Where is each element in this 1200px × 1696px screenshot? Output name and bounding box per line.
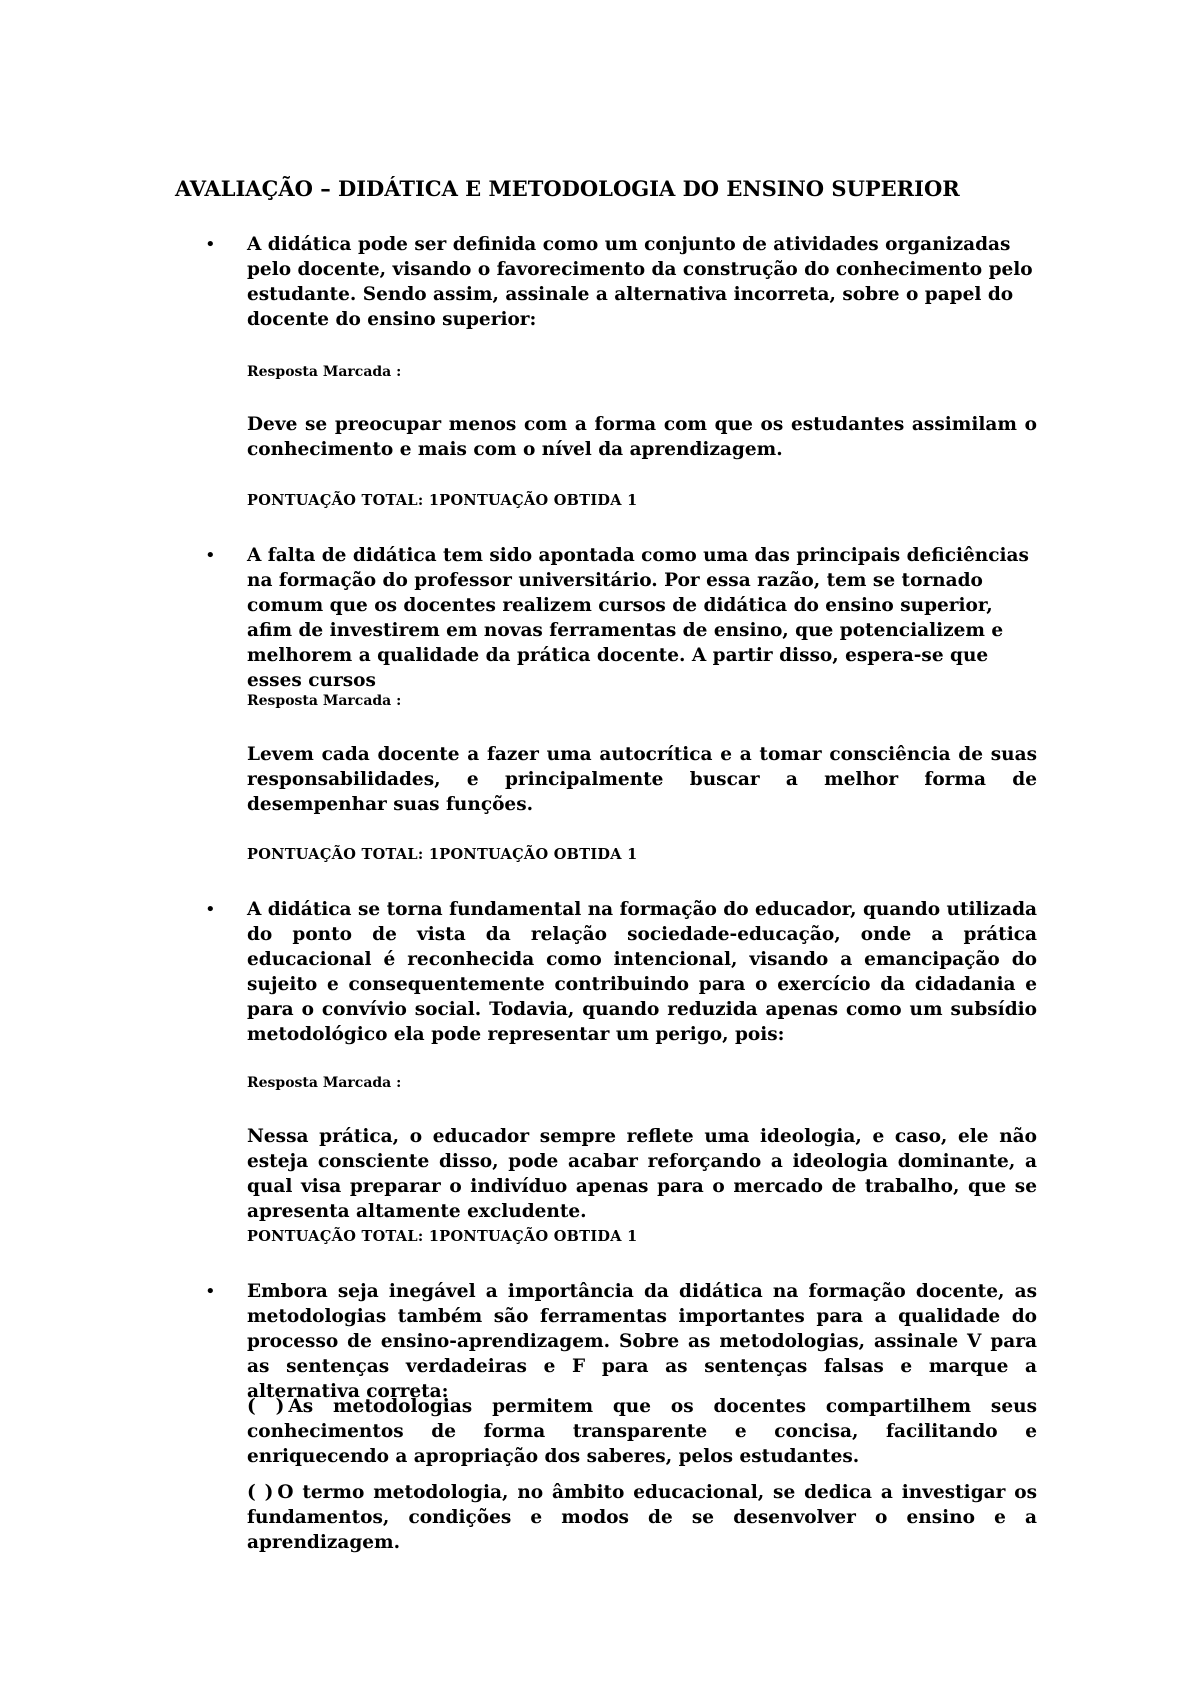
document-title: AVALIAÇÃO – DIDÁTICA E METODOLOGIA DO ENSINO SUPERIOR: [175, 176, 960, 201]
statement-1-marker: ( ): [247, 1396, 285, 1417]
statement-2-marker: ( ): [247, 1482, 274, 1503]
bullet-q2: •: [205, 545, 216, 566]
score-q3: PONTUAÇÃO TOTAL: 1PONTUAÇÃO OBTIDA 1: [247, 1228, 638, 1245]
statement-1-text: As metodologias permitem que os docentes compartilhem seus conhecimentos de forma transparente e concisa, facilitando e enriquecendo a apropriação dos saberes, pelos estudantes.: [247, 1396, 1037, 1467]
answer-q1: Deve se preocupar menos com a forma com que os estudantes assimilam o conhecimento e mais com o nível da aprendizagem.: [247, 414, 1037, 460]
score-q1: PONTUAÇÃO TOTAL: 1PONTUAÇÃO OBTIDA 1: [247, 492, 638, 509]
statement-2-text: O termo metodologia, no âmbito educacional, se dedica a investigar os fundamentos, condições e modos de se desenvolver o ensino e a aprendizagem.: [247, 1482, 1037, 1553]
response-label-q2: Resposta Marcada :: [247, 693, 402, 709]
bullet-q4: •: [205, 1281, 216, 1302]
response-label-q3: Resposta Marcada :: [247, 1075, 402, 1091]
question-4-text: Embora seja inegável a importância da didática na formação docente, as metodologias também são ferramentas importantes para a qualidade do processo de ensino-aprendizagem. Sobre as metodologias, assinale V para as sentenças verdadeiras e F para as sentenças falsas e marque a alternativa correta:: [247, 1281, 1037, 1402]
question-1-text: A didática pode ser definida como um conjunto de atividades organizadas pelo docente, visando o favorecimento da construção do conhecimento pelo estudante. Sendo assim, assinale a alternativa incorreta, sobre o papel do docente do ensino superior:: [247, 234, 1033, 330]
answer-q3: Nessa prática, o educador sempre reflete uma ideologia, e caso, ele não esteja consciente disso, pode acabar reforçando a ideologia dominante, a qual visa preparar o indivíduo apenas para o mercado de trabalho, que se apresenta altamente excludente.: [247, 1126, 1037, 1222]
statement-1: [247, 1394, 1037, 1469]
statement-2: [247, 1480, 1037, 1555]
bullet-q3: •: [205, 899, 216, 920]
question-2-text: A falta de didática tem sido apontada como uma das principais deficiências na formação do professor universitário. Por essa razão, tem se tornado comum que os docentes realizem cursos de didática do ensino superior, afim de investirem em novas ferramentas de ensino, que potencializem e melhorem a qualidade da prática docente. A partir disso, espera-se que esses cursos: [247, 545, 1029, 691]
question-3-text: A didática se torna fundamental na formação do educador, quando utilizada do ponto de vista da relação sociedade-educação, onde a prática educacional é reconhecida como intencional, visando a emancipação do sujeito e consequentemente contribuindo para o exercício da cidadania e para o convívio social. Todavia, quando reduzida apenas como um subsídio metodológico ela pode representar um perigo, pois:: [247, 899, 1037, 1045]
response-label-q1: Resposta Marcada :: [247, 364, 402, 380]
score-q2: PONTUAÇÃO TOTAL: 1PONTUAÇÃO OBTIDA 1: [247, 846, 638, 863]
bullet-q1: •: [205, 234, 216, 255]
answer-q2: Levem cada docente a fazer uma autocrítica e a tomar consciência de suas responsabilidades, e principalmente buscar a melhor forma de desempenhar suas funções.: [247, 744, 1037, 815]
